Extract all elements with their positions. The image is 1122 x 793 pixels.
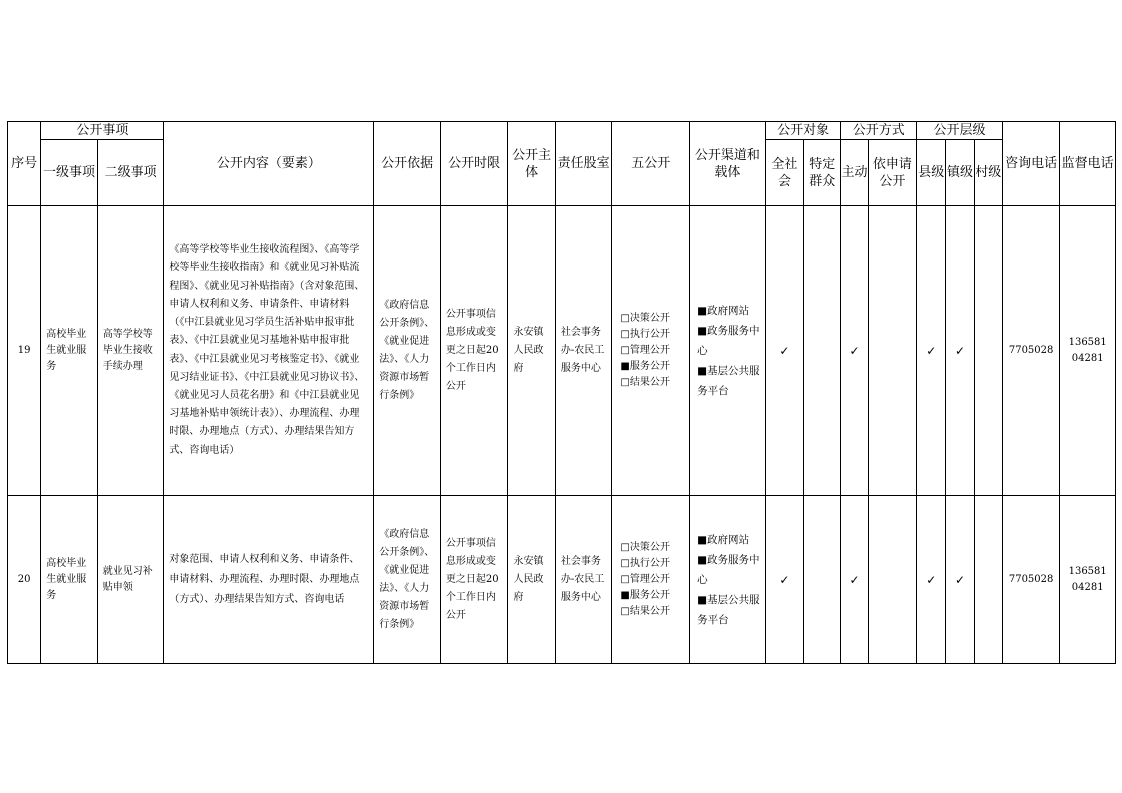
cell-on-request [868, 496, 916, 664]
cell-town-check: ✓ [946, 496, 974, 664]
five-public-item: □决策公开 [620, 541, 670, 553]
header-village: 村级 [974, 140, 1002, 206]
cell-department: 社会事务办-农民工服务中心 [555, 496, 612, 664]
cell-level2: 高等学校等毕业生接收手续办理 [97, 206, 164, 496]
cell-content: 对象范围、申请人权利和义务、申请条件、申请材料、办理流程、办理时限、办理地点（方式）、办理结果告知方式、咨询电话 [164, 496, 374, 664]
cell-active-check: ✓ [841, 496, 868, 664]
cell-supervise-phone: 13658104281 [1060, 206, 1116, 496]
header-group-item: 公开事项 [41, 122, 164, 140]
cell-level1: 高校毕业生就业服务 [41, 496, 98, 664]
cell-subject: 永安镇人民政府 [508, 206, 555, 496]
header-group-level: 公开层级 [917, 122, 1003, 140]
header-specific-group: 特定群众 [804, 140, 841, 206]
cell-village [974, 496, 1002, 664]
header-all-society: 全社会 [765, 140, 803, 206]
cell-level2: 就业见习补贴申领 [97, 496, 164, 664]
header-on-request: 依申请公开 [868, 140, 916, 206]
cell-basis: 《政府信息公开条例》、《就业促进法》、《人力资源市场暂行条例》 [374, 206, 441, 496]
five-public-item: □管理公开 [620, 573, 670, 585]
header-seq: 序号 [8, 122, 41, 206]
channel-item: ■基层公共服务平台 [697, 593, 760, 626]
header-basis: 公开依据 [374, 122, 441, 206]
table-row [8, 496, 1116, 664]
cell-all-society-check: ✓ [765, 206, 803, 496]
five-public-item: □执行公开 [620, 557, 670, 569]
cell-seq: 20 [8, 496, 41, 664]
cell-time-limit: 公开事项信息形成或变更之日起20个工作日内公开 [440, 206, 508, 496]
cell-specific-group [804, 496, 841, 664]
header-county: 县级 [917, 140, 946, 206]
cell-time-limit: 公开事项信息形成或变更之日起20个工作日内公开 [440, 496, 508, 664]
header-group-method: 公开方式 [841, 122, 917, 140]
header-content: 公开内容（要素） [164, 122, 374, 206]
cell-county-check: ✓ [917, 496, 946, 664]
cell-subject: 永安镇人民政府 [508, 496, 555, 664]
five-public-item: □执行公开 [620, 328, 670, 340]
header-channel: 公开渠道和载体 [690, 122, 766, 206]
cell-seq: 19 [8, 206, 41, 496]
cell-five-public [612, 496, 690, 664]
five-public-item: □管理公开 [620, 344, 670, 356]
cell-on-request [868, 206, 916, 496]
table-row [8, 206, 1116, 496]
cell-all-society-check: ✓ [765, 496, 803, 664]
header-subject: 公开主体 [508, 122, 555, 206]
header-time-limit: 公开时限 [440, 122, 508, 206]
channel-item: ■政务服务中心 [697, 324, 760, 357]
channel-item: ■政府网站 [697, 304, 749, 317]
header-consult-phone: 咨询电话 [1002, 122, 1060, 206]
cell-specific-group [804, 206, 841, 496]
five-public-item: ■服务公开 [620, 589, 670, 601]
channel-item: ■政府网站 [697, 533, 749, 546]
cell-supervise-phone: 13658104281 [1060, 496, 1116, 664]
cell-level1: 高校毕业生就业服务 [41, 206, 98, 496]
five-public-item: □结果公开 [620, 605, 670, 617]
header-group-target: 公开对象 [765, 122, 841, 140]
channel-item: ■政务服务中心 [697, 553, 760, 586]
header-five-public: 五公开 [612, 122, 690, 206]
cell-channel [690, 496, 766, 664]
five-public-item: ■服务公开 [620, 360, 670, 372]
header-level2: 二级事项 [97, 140, 164, 206]
cell-five-public [612, 206, 690, 496]
public-affairs-table [7, 121, 1116, 664]
cell-county-check: ✓ [917, 206, 946, 496]
header-town: 镇级 [946, 140, 974, 206]
cell-town-check: ✓ [946, 206, 974, 496]
header-department: 责任股室 [555, 122, 612, 206]
cell-consult-phone: 7705028 [1002, 496, 1060, 664]
cell-department: 社会事务办-农民工服务中心 [555, 206, 612, 496]
cell-village [974, 206, 1002, 496]
five-public-item: □决策公开 [620, 312, 670, 324]
header-supervise-phone: 监督电话 [1060, 122, 1116, 206]
cell-consult-phone: 7705028 [1002, 206, 1060, 496]
cell-basis: 《政府信息公开条例》、《就业促进法》、《人力资源市场暂行条例》 [374, 496, 441, 664]
header-level1: 一级事项 [41, 140, 98, 206]
header-active: 主动 [841, 140, 868, 206]
cell-channel [690, 206, 766, 496]
channel-item: ■基层公共服务平台 [697, 364, 760, 397]
cell-active-check: ✓ [841, 206, 868, 496]
cell-content: 《高等学校等毕业生接收流程图》、《高等学校等毕业生接收指南》和《就业见习补贴流程图》、《就业见习补贴指南》（含对象范围、申请人权利和义务、申请条件、申请材料（《中江县就业见习学员生活补贴申报审批表》、《中江县就业见习基地补贴申报审批表》、《中江县就业见习考核鉴定书》、《就业见习结业证书》、《中江县就业见习协议书》、《就业见习人员花名册》和《中江县就业见习基地补贴申领统计表》）、办理流程、办理时限、办理地点（方式）、办理结果告知方式、咨询电话） [164, 206, 374, 496]
five-public-item: □结果公开 [620, 376, 670, 388]
